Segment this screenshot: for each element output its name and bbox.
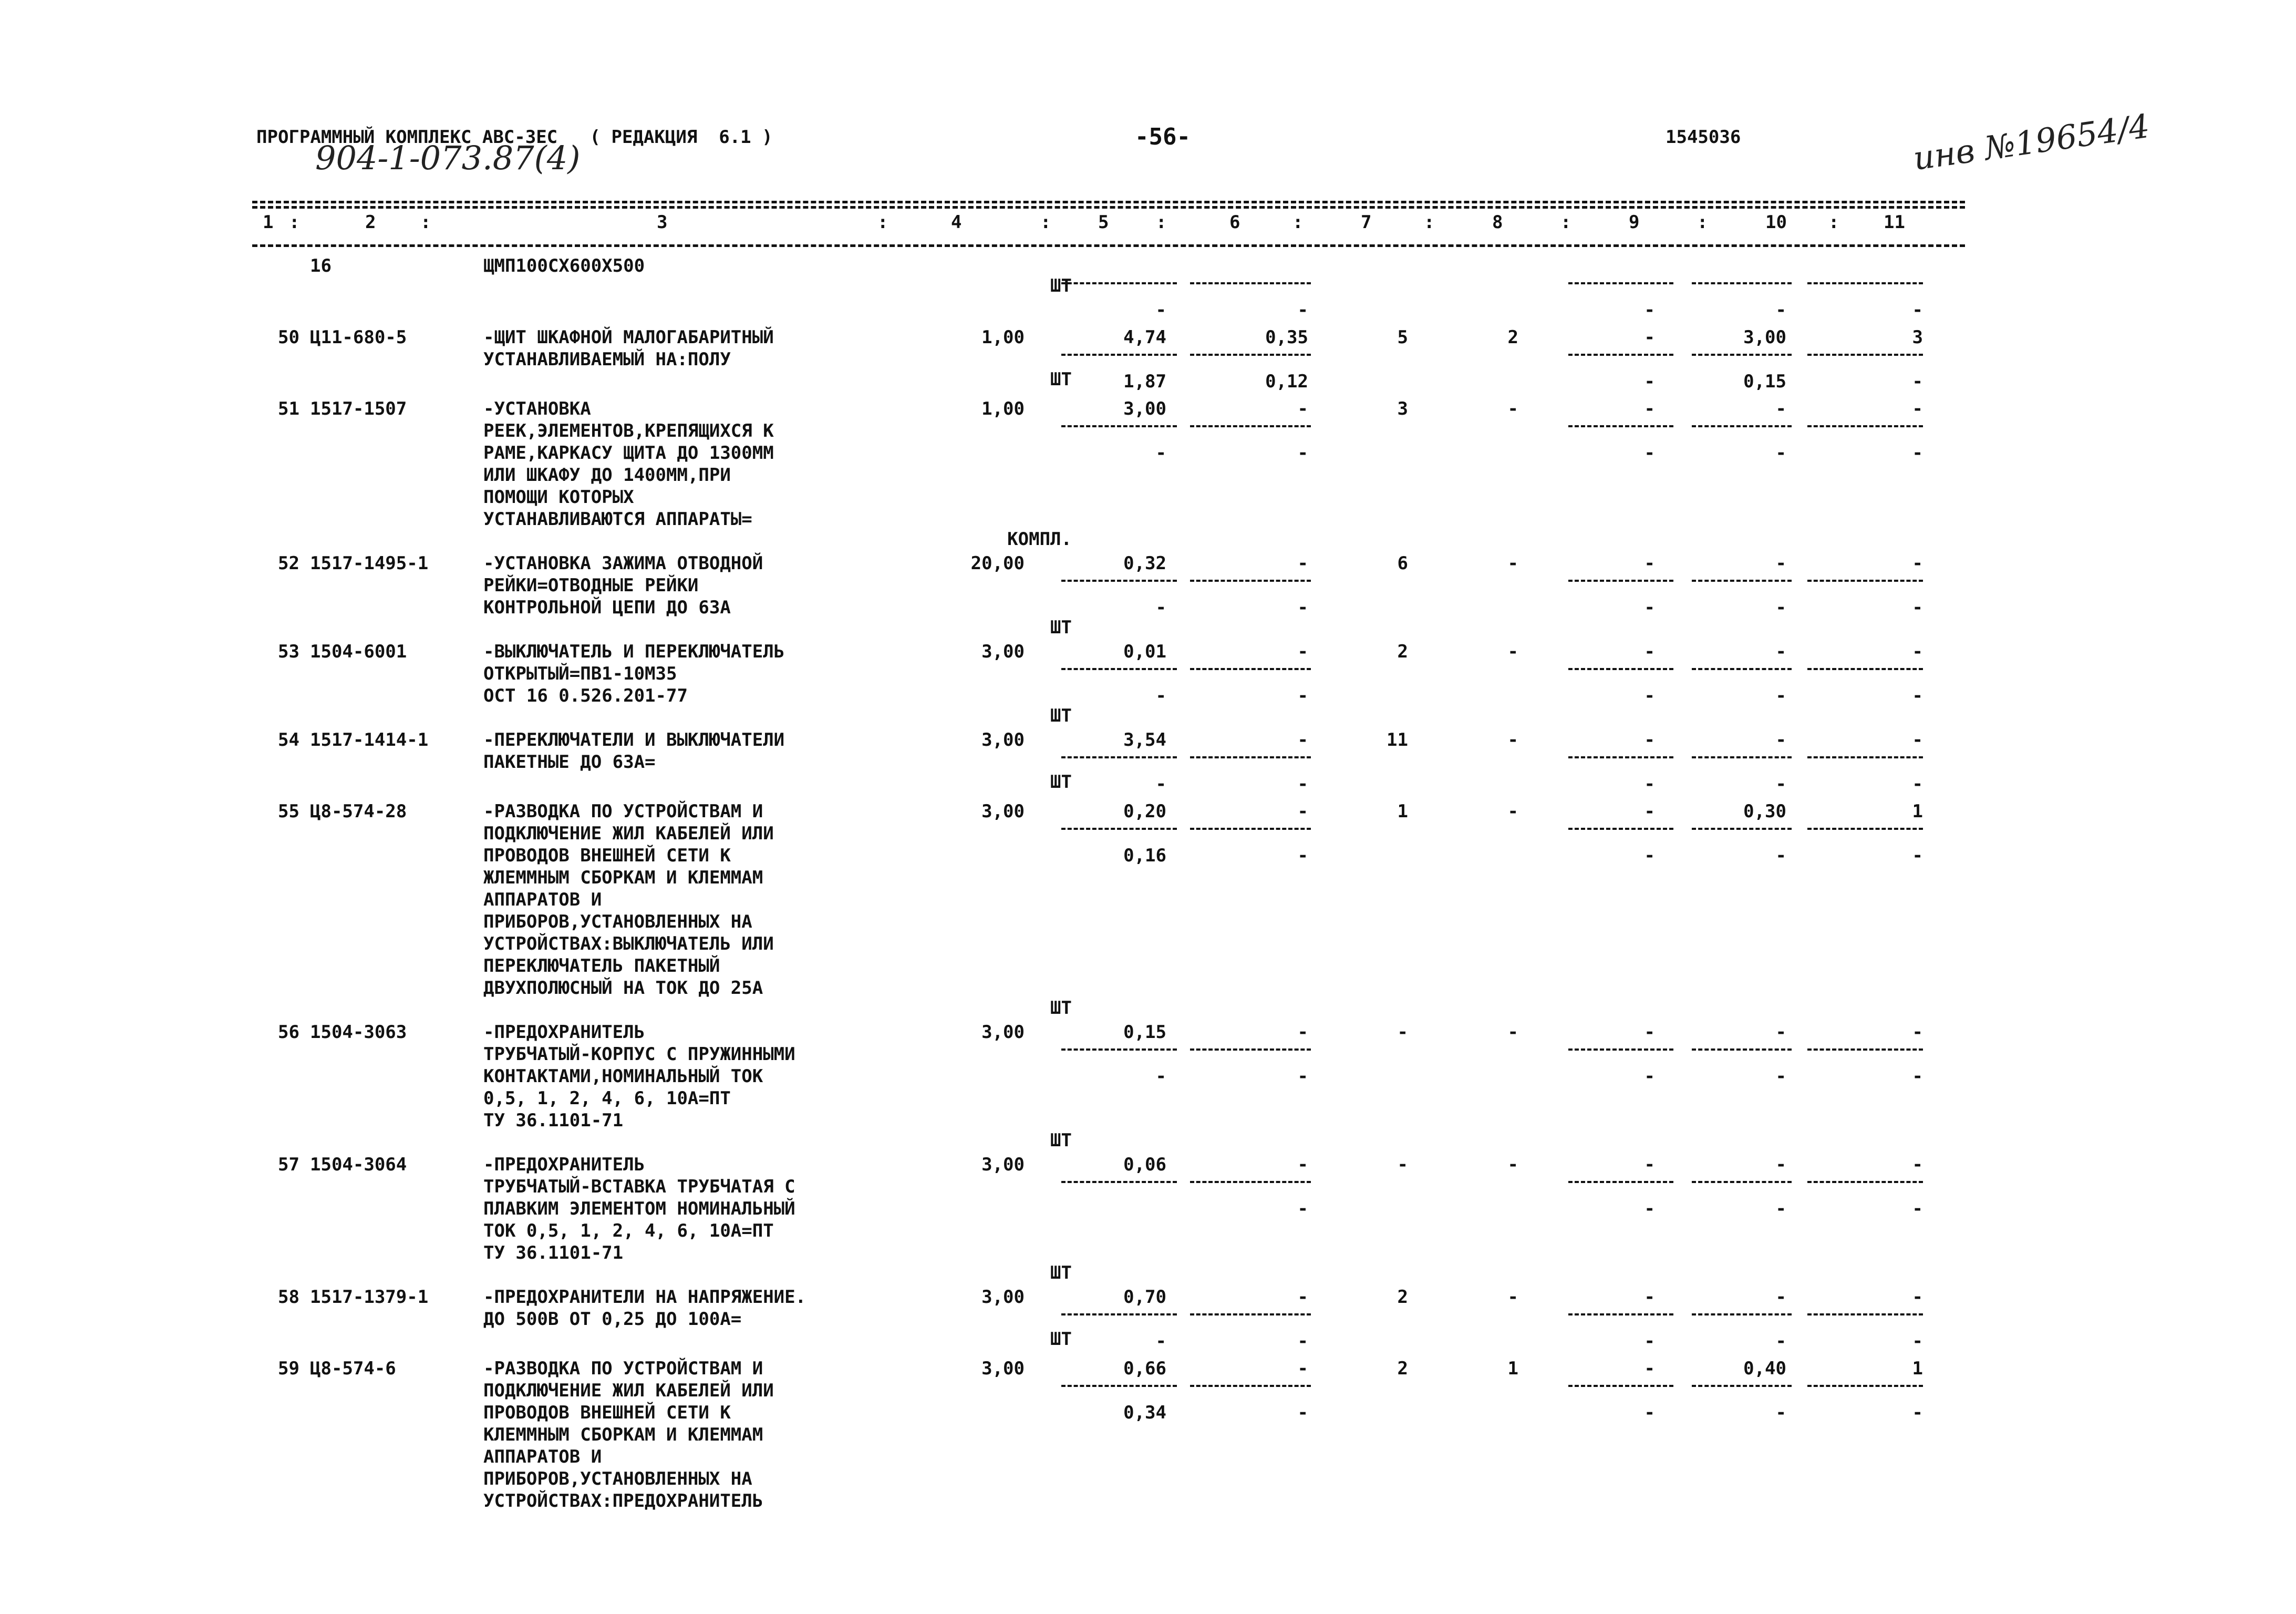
cell-c7: 2 (1397, 1358, 1408, 1379)
cell-c5: 0,32 (1123, 553, 1166, 574)
row-description-line: УСТАНАВЛИВАЮТСЯ АППАРАТЫ= (483, 509, 752, 530)
cell-c5: 0,06 (1123, 1154, 1166, 1175)
cell-divider (1692, 354, 1792, 356)
cell-c10-second: 0,15 (1743, 371, 1786, 392)
cell-c10: - (1775, 1287, 1786, 1308)
row-description-line: ПЕРЕКЛЮЧАТЕЛЬ ПАКЕТНЫЙ (483, 955, 720, 976)
cell-c10-second: - (1775, 1331, 1786, 1352)
page-number: -56- (1135, 124, 1191, 150)
row-description-line: ПОДКЛЮЧЕНИЕ ЖИЛ КАБЕЛЕЙ ИЛИ (483, 1380, 774, 1401)
cell-c7: 3 (1397, 398, 1408, 419)
cell-c4: 3,00 (981, 1287, 1025, 1308)
cell-divider (1190, 1181, 1311, 1183)
cell-divider (1061, 1181, 1177, 1183)
cell-c9: - (1644, 641, 1655, 662)
cell-c5-second: - (1155, 774, 1166, 795)
cell-divider (1190, 828, 1311, 830)
cell-divider (1807, 580, 1923, 582)
cell-divider (1190, 668, 1311, 670)
cell-c7: 2 (1397, 1287, 1408, 1308)
column-separator: : (1697, 212, 1708, 233)
cell-c8: - (1507, 553, 1518, 574)
column-header-6: 6 (1229, 212, 1240, 233)
cell-c6-second: - (1297, 443, 1308, 464)
cell-c8: - (1507, 1022, 1518, 1043)
row-number: 56 (278, 1022, 299, 1043)
row-description-line: ТРУБЧАТЫЙ-КОРПУС С ПРУЖИННЫМИ (483, 1044, 795, 1065)
cell-c11-second: - (1912, 597, 1923, 618)
program-header: ПРОГРАММНЫЙ КОМПЛЕКС АВС-3ЕС ( РЕДАКЦИЯ 6.1 ) (256, 127, 773, 148)
cell-c7: 1 (1397, 801, 1408, 822)
row-description-line: ОТКРЫТЫЙ=ПВ1-10М35 (483, 663, 677, 684)
cell-c9: - (1644, 801, 1655, 822)
handwritten-project-code: 904-1-073.87(4) (315, 139, 581, 177)
cell-c5: 3,54 (1123, 729, 1166, 751)
cell-divider (1692, 756, 1792, 758)
cell-c5: 0,15 (1123, 1022, 1166, 1043)
cell-c9: - (1644, 1154, 1655, 1175)
row-description-line: ТУ 36.1101-71 (483, 1110, 624, 1131)
cell-divider (1807, 1181, 1923, 1183)
row-description-line: ТУ 36.1101-71 (483, 1242, 624, 1263)
column-header-4: 4 (951, 212, 962, 233)
cell-c4: 1,00 (981, 327, 1025, 348)
cell-divider (1568, 425, 1673, 427)
cell-divider (1061, 354, 1177, 356)
row-unit: ШТ (1050, 705, 1072, 726)
column-separator: : (1292, 212, 1304, 233)
cell-c5-second: 1,87 (1123, 371, 1166, 392)
cell-c4: 3,00 (981, 641, 1025, 662)
cell-c4: 3,00 (981, 1022, 1025, 1043)
cell-divider (1568, 354, 1673, 356)
cell-c9: - (1644, 1022, 1655, 1043)
row-code: 1517-1414-1 (310, 729, 429, 751)
cell-divider (1568, 282, 1673, 284)
row-unit: КОМПЛ. (1007, 529, 1072, 550)
row-description-line: -ПРЕДОХРАНИТЕЛЬ (483, 1154, 645, 1175)
row-number: 50 (278, 327, 299, 348)
cell-divider (1190, 282, 1311, 284)
cell-c10: 0,30 (1743, 801, 1786, 822)
cell-c4: 1,00 (981, 398, 1025, 419)
cell-divider (1692, 1313, 1792, 1315)
column-header-7: 7 (1361, 212, 1372, 233)
cell-c4: 3,00 (981, 801, 1025, 822)
cell-c11: - (1912, 398, 1923, 419)
cell-c9: - (1644, 1287, 1655, 1308)
cell-divider (1190, 1385, 1311, 1387)
cell-c6-second: - (1297, 1331, 1308, 1352)
cell-c9-second: - (1644, 685, 1655, 706)
row-description-line: КОНТАКТАМИ,НОМИНАЛЬНЫЙ ТОК (483, 1066, 763, 1087)
cell-c6-second: - (1297, 1198, 1308, 1219)
row-code: 1517-1495-1 (310, 553, 429, 574)
cell-c7: 11 (1387, 729, 1408, 751)
row-description-line: -РАЗВОДКА ПО УСТРОЙСТВАМ И (483, 1358, 763, 1379)
header-bottom-rule (252, 244, 1965, 247)
row-description-line: -УСТАНОВКА ЗАЖИМА ОТВОДНОЙ (483, 553, 763, 574)
row-description-line: ИЛИ ШКАФУ ДО 1400ММ,ПРИ (483, 465, 731, 486)
cell-c11-second: - (1912, 685, 1923, 706)
cell-divider (1692, 580, 1792, 582)
row-description-line: ДО 500В ОТ 0,25 ДО 100А= (483, 1309, 742, 1330)
row-code: 1504-3063 (310, 1022, 407, 1043)
column-separator: : (420, 212, 431, 233)
cell-c11-second: - (1912, 774, 1923, 795)
cell-divider (1807, 1313, 1923, 1315)
cell-c6-second: - (1297, 845, 1308, 866)
cell-c10: 0,40 (1743, 1358, 1786, 1379)
top-rule-2 (252, 206, 1965, 209)
row-description-line: -ПЕРЕКЛЮЧАТЕЛИ И ВЫКЛЮЧАТЕЛИ (483, 729, 785, 751)
cell-c10: - (1775, 1022, 1786, 1043)
cell-c11: 1 (1912, 1358, 1923, 1379)
cell-divider (1190, 425, 1311, 427)
row-description-line: ПРОВОДОВ ВНЕШНЕЙ СЕТИ К (483, 1402, 731, 1423)
cell-c10: 3,00 (1743, 327, 1786, 348)
cell-c6: 0,35 (1265, 327, 1308, 348)
cell-c10: - (1775, 729, 1786, 751)
cell-c7: 5 (1397, 327, 1408, 348)
row-description-line: РЕЕК,ЭЛЕМЕНТОВ,КРЕПЯЩИХСЯ К (483, 420, 774, 441)
cell-c5: 0,66 (1123, 1358, 1166, 1379)
cell-c6: - (1297, 1358, 1308, 1379)
top-rule (252, 201, 1965, 203)
cell-divider (1190, 1048, 1311, 1051)
row-description-line: УСТАНАВЛИВАЕМЫЙ НА:ПОЛУ (483, 349, 731, 370)
cell-divider (1807, 756, 1923, 758)
row-description-line: АППАРАТОВ И (483, 1446, 602, 1467)
row-description-line: -УСТАНОВКА (483, 398, 591, 419)
cell-c8: - (1507, 398, 1518, 419)
cell-c6: - (1297, 1022, 1308, 1043)
cell-c11-second: - (1912, 300, 1923, 321)
cell-c5: 4,74 (1123, 327, 1166, 348)
cell-c6: - (1297, 1287, 1308, 1308)
column-header-8: 8 (1492, 212, 1503, 233)
cell-c9-second: - (1644, 443, 1655, 464)
cell-c5-second: - (1155, 685, 1166, 706)
cell-c6-second: - (1297, 1402, 1308, 1423)
cell-divider (1061, 668, 1177, 670)
cell-c9-second: - (1644, 845, 1655, 866)
cell-c11-second: - (1912, 443, 1923, 464)
column-header-2: 2 (365, 212, 376, 233)
cell-c10-second: - (1775, 1402, 1786, 1423)
cell-divider (1692, 668, 1792, 670)
cell-c9-second: - (1644, 300, 1655, 321)
cell-divider (1807, 828, 1923, 830)
row-description-line: ПЛАВКИМ ЭЛЕМЕНТОМ НОМИНАЛЬНЫЙ (483, 1198, 795, 1219)
cell-c6: - (1297, 398, 1308, 419)
cell-c10-second: - (1775, 300, 1786, 321)
row-number: 57 (278, 1154, 299, 1175)
cell-divider (1692, 282, 1792, 284)
cell-c5: 0,20 (1123, 801, 1166, 822)
row-description-line: ТРУБЧАТЫЙ-ВСТАВКА ТРУБЧАТАЯ С (483, 1176, 795, 1197)
row-description-line: ПРИБОРОВ,УСТАНОВЛЕННЫХ НА (483, 1468, 752, 1489)
row-description-line: 0,5, 1, 2, 4, 6, 10А=ПТ (483, 1088, 731, 1109)
row-description-line: ОСТ 16 0.526.201-77 (483, 685, 688, 706)
row-number: 52 (278, 553, 299, 574)
cell-c9-second: - (1644, 597, 1655, 618)
row-unit: ШТ (1050, 275, 1072, 296)
cell-c5-second: - (1155, 597, 1166, 618)
cell-c11: - (1912, 1287, 1923, 1308)
cell-c6: - (1297, 801, 1308, 822)
row-description-line: -ВЫКЛЮЧАТЕЛЬ И ПЕРЕКЛЮЧАТЕЛЬ (483, 641, 785, 662)
cell-c6: - (1297, 1154, 1308, 1175)
row-description-line: УСТРОЙСТВАХ:ВЫКЛЮЧАТЕЛЬ ИЛИ (483, 933, 774, 954)
column-separator: : (1424, 212, 1435, 233)
column-header-1: 1 (263, 212, 274, 233)
row-description-line: ПАКЕТНЫЕ ДО 63А= (483, 752, 656, 773)
cell-c9-second: - (1644, 371, 1655, 392)
cell-divider (1568, 1385, 1673, 1387)
cell-c5-second: 0,16 (1123, 845, 1166, 866)
row-code: Ц11-680-5 (310, 327, 407, 348)
cell-divider (1807, 668, 1923, 670)
row-description-line: РЕЙКИ=ОТВОДНЫЕ РЕЙКИ (483, 575, 699, 596)
row-description-line: РАМЕ,КАРКАСУ ЩИТА ДО 1300ММ (483, 443, 774, 464)
cell-c4: 20,00 (970, 553, 1025, 574)
cell-c9: - (1644, 327, 1655, 348)
cell-c10-second: - (1775, 1198, 1786, 1219)
row-unit: ШТ (1050, 998, 1072, 1019)
document-number: 1545036 (1666, 127, 1741, 148)
cell-divider (1807, 1385, 1923, 1387)
cell-c6: - (1297, 729, 1308, 751)
cell-c11: - (1912, 641, 1923, 662)
row-unit: ШТ (1050, 772, 1072, 793)
cell-c10-second: - (1775, 685, 1786, 706)
cell-c9: - (1644, 398, 1655, 419)
row-number: 51 (278, 398, 299, 419)
cell-c11: 1 (1912, 801, 1923, 822)
row-number: 53 (278, 641, 299, 662)
column-separator: : (1828, 212, 1839, 233)
row-code: 1504-3064 (310, 1154, 407, 1175)
cell-divider (1568, 1313, 1673, 1315)
cell-c8: - (1507, 801, 1518, 822)
cell-c11: - (1912, 729, 1923, 751)
cell-c10-second: - (1775, 774, 1786, 795)
cell-c7: - (1397, 1154, 1408, 1175)
cell-c6: - (1297, 641, 1308, 662)
cell-divider (1190, 1313, 1311, 1315)
cell-c6-second: - (1297, 300, 1308, 321)
column-separator: : (877, 212, 888, 233)
cell-c7: 6 (1397, 553, 1408, 574)
row-code: Ц8-574-28 (310, 801, 407, 822)
cell-divider (1190, 580, 1311, 582)
cell-c9: - (1644, 1358, 1655, 1379)
cell-c5-second: - (1155, 443, 1166, 464)
cell-c6-second: - (1297, 774, 1308, 795)
cell-c11-second: - (1912, 1331, 1923, 1352)
row-description-line: ЩМП100СХ600Х500 (483, 255, 645, 276)
cell-c11-second: - (1912, 371, 1923, 392)
column-header-5: 5 (1098, 212, 1109, 233)
cell-c8: 1 (1507, 1358, 1518, 1379)
cell-c5-second: 0,34 (1123, 1402, 1166, 1423)
cell-c9-second: - (1644, 1402, 1655, 1423)
row-unit: ШТ (1050, 617, 1072, 638)
column-separator: : (289, 212, 300, 233)
cell-c4: 3,00 (981, 1358, 1025, 1379)
cell-c9: - (1644, 553, 1655, 574)
cell-divider (1807, 1048, 1923, 1051)
cell-c8: - (1507, 729, 1518, 751)
cell-divider (1190, 354, 1311, 356)
row-description-line: ПРИБОРОВ,УСТАНОВЛЕННЫХ НА (483, 911, 752, 932)
cell-c11-second: - (1912, 1066, 1923, 1087)
cell-c10-second: - (1775, 845, 1786, 866)
cell-c11-second: - (1912, 1198, 1923, 1219)
cell-c4: 3,00 (981, 729, 1025, 751)
cell-c10: - (1775, 553, 1786, 574)
cell-divider (1061, 282, 1177, 284)
cell-divider (1061, 580, 1177, 582)
cell-divider (1807, 425, 1923, 427)
row-description-line: ТОК 0,5, 1, 2, 4, 6, 10А=ПТ (483, 1220, 774, 1241)
cell-c5-second: - (1155, 1331, 1166, 1352)
row-number: 58 (278, 1287, 299, 1308)
row-unit: ШТ (1050, 1262, 1072, 1283)
cell-c9: - (1644, 729, 1655, 751)
column-separator: : (1560, 212, 1571, 233)
cell-c11-second: - (1912, 1402, 1923, 1423)
row-unit: ШТ (1050, 1130, 1072, 1151)
row-code: 1504-6001 (310, 641, 407, 662)
cell-c6: - (1297, 553, 1308, 574)
cell-c5: 3,00 (1123, 398, 1166, 419)
cell-c7: 2 (1397, 641, 1408, 662)
row-unit: ШТ (1050, 1329, 1072, 1350)
cell-divider (1692, 1181, 1792, 1183)
row-description-line: КЛЕММНЫМ СБОРКАМ И КЛЕММАМ (483, 1424, 763, 1445)
cell-divider (1692, 1048, 1792, 1051)
cell-c5: 0,70 (1123, 1287, 1166, 1308)
cell-c6-second: 0,12 (1265, 371, 1308, 392)
row-description-line: -ЩИТ ШКАФНОЙ МАЛОГАБАРИТНЫЙ (483, 327, 774, 348)
cell-c10-second: - (1775, 597, 1786, 618)
column-header-11: 11 (1884, 212, 1905, 233)
cell-c8: - (1507, 1154, 1518, 1175)
column-separator: : (1156, 212, 1167, 233)
column-header-9: 9 (1629, 212, 1640, 233)
cell-divider (1807, 282, 1923, 284)
column-header-10: 10 (1765, 212, 1787, 233)
cell-c5: 0,01 (1123, 641, 1166, 662)
handwritten-inventory-number: инв №19654/4 (1911, 106, 2152, 178)
cell-c8: 2 (1507, 327, 1518, 348)
cell-c11: - (1912, 1154, 1923, 1175)
cell-c9-second: - (1644, 1198, 1655, 1219)
cell-divider (1061, 1385, 1177, 1387)
cell-c10-second: - (1775, 1066, 1786, 1087)
cell-divider (1568, 828, 1673, 830)
cell-divider (1568, 1181, 1673, 1183)
cell-c10-second: - (1775, 443, 1786, 464)
cell-divider (1568, 580, 1673, 582)
cell-divider (1568, 1048, 1673, 1051)
cell-c10: - (1775, 398, 1786, 419)
column-separator: : (1040, 212, 1051, 233)
cell-divider (1568, 668, 1673, 670)
row-description-line: ПРОВОДОВ ВНЕШНЕЙ СЕТИ К (483, 845, 731, 866)
row-description-line: ДВУХПОЛЮСНЫЙ НА ТОК ДО 25А (483, 978, 763, 999)
column-header-row (252, 211, 1965, 237)
row-description-line: ЖЛЕММНЫМ СБОРКАМ И КЛЕММАМ (483, 867, 763, 888)
cell-c4: 3,00 (981, 1154, 1025, 1175)
row-description-line: ПОМОЩИ КОТОРЫХ (483, 487, 634, 508)
row-description-line: УСТРОЙСТВАХ:ПРЕДОХРАНИТЕЛЬ (483, 1490, 763, 1512)
cell-divider (1061, 1048, 1177, 1051)
cell-c9-second: - (1644, 1331, 1655, 1352)
row-code: 1517-1507 (310, 398, 407, 419)
cell-c11-second: - (1912, 845, 1923, 866)
cell-divider (1692, 425, 1792, 427)
row-description-line: АППАРАТОВ И (483, 889, 602, 910)
cell-c6-second: - (1297, 685, 1308, 706)
cell-divider (1061, 828, 1177, 830)
cell-divider (1061, 425, 1177, 427)
cell-divider (1692, 828, 1792, 830)
cell-c11: - (1912, 553, 1923, 574)
cell-c11: 3 (1912, 327, 1923, 348)
cell-c5-second: - (1155, 300, 1166, 321)
row-unit: ШТ (1050, 369, 1072, 390)
row-description-line: ПОДКЛЮЧЕНИЕ ЖИЛ КАБЕЛЕЙ ИЛИ (483, 823, 774, 844)
cell-c9-second: - (1644, 774, 1655, 795)
row-description-line: -ПРЕДОХРАНИТЕЛЬ (483, 1022, 645, 1043)
column-header-3: 3 (657, 212, 668, 233)
cell-c8: - (1507, 1287, 1518, 1308)
cell-c6-second: - (1297, 597, 1308, 618)
cell-divider (1061, 756, 1177, 758)
cell-c5-second: - (1155, 1066, 1166, 1087)
cell-divider (1190, 756, 1311, 758)
row-description-line: -ПРЕДОХРАНИТЕЛИ НА НАПРЯЖЕНИЕ. (483, 1287, 806, 1308)
row-code: Ц8-574-6 (310, 1358, 396, 1379)
row-description-line: КОНТРОЛЬНОЙ ЦЕПИ ДО 63А (483, 597, 731, 618)
row-code: 1517-1379-1 (310, 1287, 429, 1308)
row-code: 16 (310, 255, 332, 276)
cell-c11: - (1912, 1022, 1923, 1043)
cell-divider (1692, 1385, 1792, 1387)
row-number: 55 (278, 801, 299, 822)
row-number: 59 (278, 1358, 299, 1379)
cell-c6-second: - (1297, 1066, 1308, 1087)
cell-c7: - (1397, 1022, 1408, 1043)
cell-divider (1061, 1313, 1177, 1315)
cell-c9-second: - (1644, 1066, 1655, 1087)
cell-c10: - (1775, 641, 1786, 662)
cell-divider (1807, 354, 1923, 356)
cell-c8: - (1507, 641, 1518, 662)
row-description-line: -РАЗВОДКА ПО УСТРОЙСТВАМ И (483, 801, 763, 822)
row-number: 54 (278, 729, 299, 751)
cell-divider (1568, 756, 1673, 758)
cell-c10: - (1775, 1154, 1786, 1175)
